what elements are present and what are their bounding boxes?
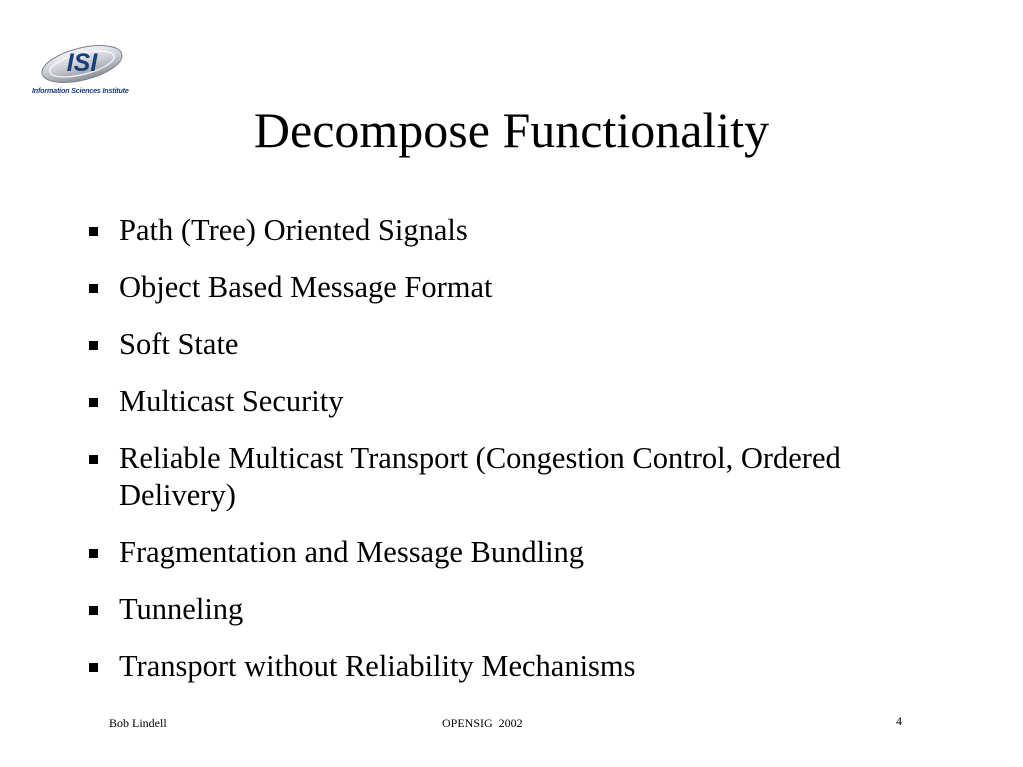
bullet-item (86, 648, 906, 685)
footer-author: Bob Lindell (109, 716, 167, 730)
isi-logo-text: ISI (66, 49, 98, 77)
bullet-text: Fragmentation and Message Bundling (119, 535, 585, 569)
square-bullet-icon (89, 227, 98, 236)
bullet-text: Reliable Multicast Transport (Congestion Control, Ordered Delivery) (119, 441, 841, 512)
isi-logo-caption: Information Sciences Institute (32, 86, 129, 95)
bullet-text: Transport without Reliability Mechanisms (119, 649, 636, 683)
square-bullet-icon (89, 284, 98, 293)
square-bullet-icon (89, 398, 98, 407)
bullet-item (86, 212, 906, 249)
bullet-text: Multicast Security (119, 384, 344, 418)
bullet-list (86, 212, 906, 705)
square-bullet-icon (89, 606, 98, 615)
square-bullet-icon (89, 663, 98, 672)
footer-event: OPENSIG 2002 (442, 716, 523, 730)
bullet-text: Path (Tree) Oriented Signals (119, 213, 468, 247)
bullet-text: Tunneling (119, 592, 244, 626)
bullet-item (86, 591, 906, 628)
bullet-item (86, 383, 906, 420)
isi-logo (32, 38, 128, 100)
slide-page-number: 4 (896, 714, 902, 728)
bullet-item (86, 440, 906, 514)
bullet-item (86, 326, 906, 363)
square-bullet-icon (89, 341, 98, 350)
square-bullet-icon (89, 549, 98, 558)
bullet-text: Object Based Message Format (119, 270, 493, 304)
slide-title: Decompose Functionality (253, 102, 770, 158)
bullet-text: Soft State (119, 327, 239, 361)
isi-logo-emblem (32, 38, 128, 88)
bullet-item (86, 269, 906, 306)
square-bullet-icon (89, 455, 98, 464)
bullet-item (86, 534, 906, 571)
